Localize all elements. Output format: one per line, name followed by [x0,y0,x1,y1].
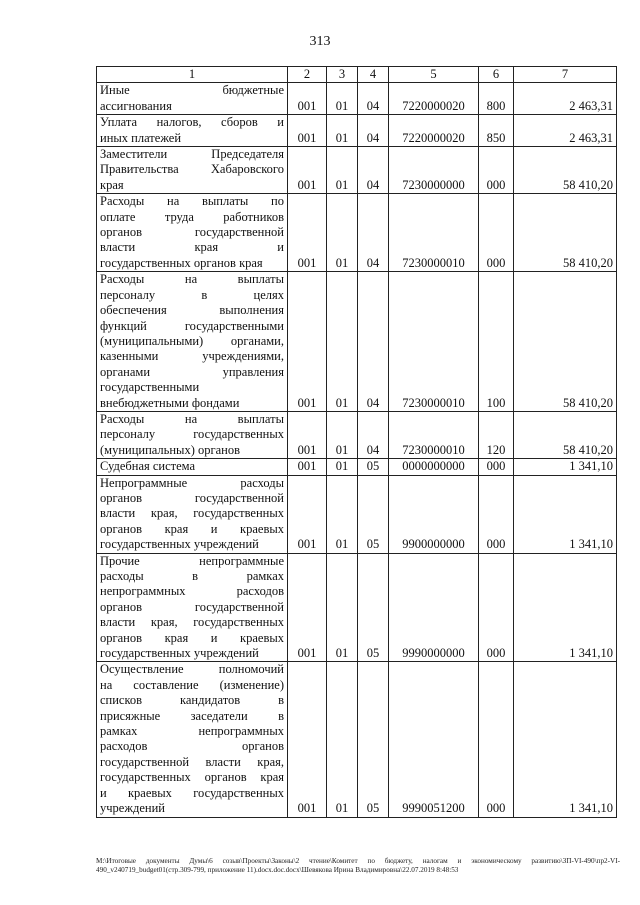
budget-table [96,66,617,818]
ministry-code-cell: 001 [288,662,327,817]
expense-type-cell: 000 [479,147,514,194]
expense-name-line: и краевых государственных [100,785,284,800]
expense-name-line: обеспечения выполнения [100,303,284,318]
section-code-cell: 01 [327,459,358,475]
expense-name-line: Прочие непрограммные [100,553,284,568]
target-article-cell: 9990000000 [389,553,479,662]
amount-cell: 1 341,10 [514,475,617,553]
table-row [97,83,617,115]
expense-name-line: органов государственной [100,599,284,614]
expense-name-line: Правительства Хабаровского [100,162,284,177]
expense-name-line: казенными учреждениями, [100,349,284,364]
table-row [97,411,617,458]
section-code-cell: 01 [327,83,358,115]
column-header: 6 [479,67,514,83]
expense-type-cell: 000 [479,662,514,817]
table-row [97,553,617,662]
header-row [97,67,617,83]
ministry-code-cell: 001 [288,459,327,475]
expense-name-line: расходов органов [100,739,284,754]
target-article-cell: 9900000000 [389,475,479,553]
target-article-cell: 7220000020 [389,83,479,115]
expense-type-cell: 120 [479,411,514,458]
expense-name-line: Судебная система [100,459,196,474]
expense-name-line: персоналу государственных [100,427,284,442]
expense-type-cell: 000 [479,459,514,475]
subsection-code-cell: 05 [358,475,389,553]
expense-name-line: государственных учреждений [100,537,259,552]
expense-type-cell: 000 [479,553,514,662]
amount-cell: 2 463,31 [514,83,617,115]
expense-name-cell [97,272,288,412]
expense-name-cell [97,411,288,458]
page-number: 313 [309,34,331,49]
section-code-cell: 01 [327,553,358,662]
amount-cell: 1 341,10 [514,553,617,662]
section-code-cell: 01 [327,411,358,458]
target-article-cell: 7230000010 [389,272,479,412]
column-header: 7 [514,67,617,83]
table-row [97,475,617,553]
expense-name-line: оплате труда работников [100,209,284,224]
amount-cell: 2 463,31 [514,115,617,147]
table-row [97,115,617,147]
section-code-cell: 01 [327,662,358,817]
ministry-code-cell: 001 [288,115,327,147]
expense-name-line: Заместители Председателя [100,147,284,162]
expense-name-line: рамках непрограммных [100,724,284,739]
expense-name-line: власти края, государственных [100,506,284,521]
target-article-cell: 9990051200 [389,662,479,817]
expense-name-line: власти края и [100,240,284,255]
subsection-code-cell: 05 [358,553,389,662]
expense-name-line: списков кандидатов в [100,693,284,708]
subsection-code-cell: 04 [358,147,389,194]
subsection-code-cell: 04 [358,411,389,458]
amount-cell: 58 410,20 [514,194,617,272]
expense-type-cell: 000 [479,475,514,553]
file-path-footer: M:\Итоговые документы Думы\6 созыв\Проекты\Законы\2 чтение\Комитет по бюджету, налогам и экономическому развитию\ЗП-VI-490\пр2-VI-490_v240719_budget01(стр.309-799, приложение 11).docx.doc.docx\Шевякова Ирина Владимировна\22.07.2019 8:48:53 [96,857,620,874]
expense-name-cell [97,662,288,817]
table-row [97,272,617,412]
expense-name-line: Осуществление полномочий [100,662,284,677]
subsection-code-cell: 04 [358,194,389,272]
expense-name-line: Уплата налогов, сборов и [100,115,284,130]
expense-name-line: Непрограммные расходы [100,475,284,490]
expense-name-cell [97,553,288,662]
table-row [97,459,617,475]
ministry-code-cell: 001 [288,411,327,458]
ministry-code-cell: 001 [288,147,327,194]
section-code-cell: 01 [327,147,358,194]
expense-name-line: Иные бюджетные [100,83,284,98]
expense-name-line: внебюджетными фондами [100,395,240,410]
expense-name-line: непрограммных расходов [100,584,284,599]
column-header: 5 [389,67,479,83]
section-code-cell: 01 [327,272,358,412]
expense-type-cell: 850 [479,115,514,147]
expense-name-line: органами управления [100,364,284,379]
expense-name-line: Расходы на выплаты [100,411,284,426]
subsection-code-cell: 04 [358,272,389,412]
expense-name-line: функций государственными [100,318,284,333]
subsection-code-cell: 05 [358,459,389,475]
expense-name-cell [97,147,288,194]
expense-name-line: органов края и краевых [100,630,284,645]
expense-name-cell [97,194,288,272]
amount-cell: 1 341,10 [514,459,617,475]
expense-name-line: Расходы на выплаты по [100,194,284,209]
expense-name-line: власти края, государственных [100,615,284,630]
target-article-cell: 7230000000 [389,147,479,194]
ministry-code-cell: 001 [288,475,327,553]
table-row [97,147,617,194]
expense-name-line: расходы в рамках [100,569,284,583]
expense-name-cell [97,83,288,115]
expense-name-cell [97,115,288,147]
target-article-cell: 7220000020 [389,115,479,147]
subsection-code-cell: 05 [358,662,389,817]
column-header: 3 [327,67,358,83]
expense-name-line: учреждений [100,801,165,816]
ministry-code-cell: 001 [288,194,327,272]
expense-name-line: органов государственной [100,225,284,240]
target-article-cell: 7230000010 [389,411,479,458]
ministry-code-cell: 001 [288,83,327,115]
target-article-cell: 7230000010 [389,194,479,272]
expense-type-cell: 100 [479,272,514,412]
subsection-code-cell: 04 [358,83,389,115]
expense-name-line: (муниципальных) органов [100,442,241,457]
section-code-cell: 01 [327,115,358,147]
section-code-cell: 01 [327,475,358,553]
ministry-code-cell: 001 [288,553,327,662]
ministry-code-cell: 001 [288,272,327,412]
table-row [97,662,617,817]
expense-type-cell: 000 [479,194,514,272]
expense-name-line: края [100,177,124,192]
expense-name-line: присяжные заседатели в [100,708,284,723]
amount-cell: 58 410,20 [514,411,617,458]
expense-type-cell: 800 [479,83,514,115]
column-header: 1 [97,67,288,83]
expense-name-line: персоналу в целях [100,287,284,302]
amount-cell: 1 341,10 [514,662,617,817]
column-header: 2 [288,67,327,83]
expense-name-line: ассигнования [100,98,172,113]
expense-name-line: государственными [100,380,200,395]
expense-name-line: Расходы на выплаты [100,272,284,287]
column-header: 4 [358,67,389,83]
amount-cell: 58 410,20 [514,147,617,194]
target-article-cell: 0000000000 [389,459,479,475]
subsection-code-cell: 04 [358,115,389,147]
expense-name-line: государственных органов края [100,255,263,270]
section-code-cell: 01 [327,194,358,272]
expense-name-line: государственных органов края [100,770,284,785]
table-row [97,194,617,272]
expense-name-line: органов края и краевых [100,521,284,536]
expense-name-cell [97,459,288,475]
expense-name-line: на составление (изменение) [100,677,284,692]
expense-name-line: государственной власти края, [100,754,284,769]
amount-cell: 58 410,20 [514,272,617,412]
expense-name-line: иных платежей [100,130,182,145]
expense-name-line: государственных учреждений [100,646,259,661]
expense-name-line: органов государственной [100,490,284,505]
expense-name-line: (муниципальными) органами, [100,333,284,348]
expense-name-cell [97,475,288,553]
